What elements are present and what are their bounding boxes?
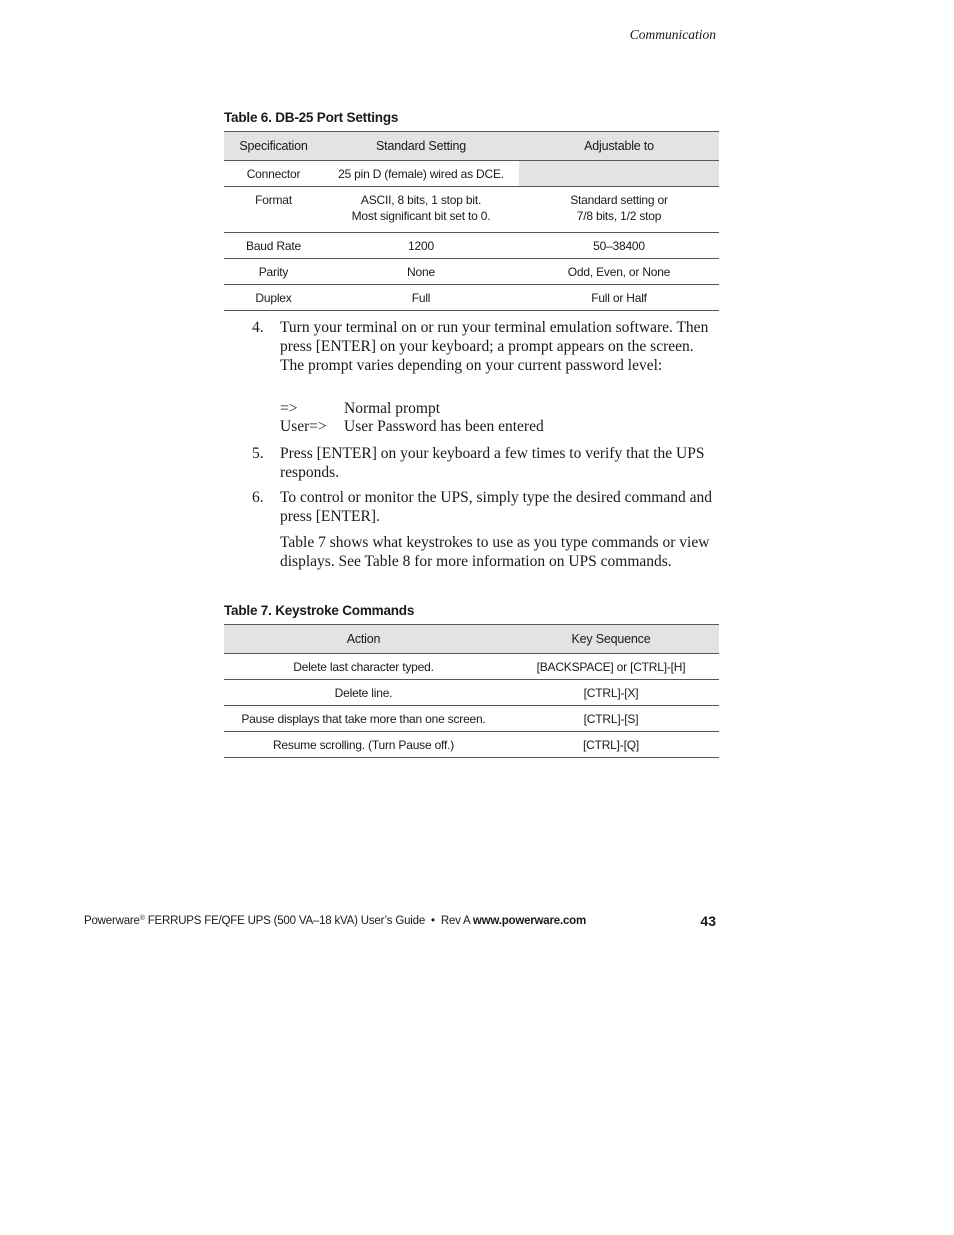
footer-url: www.powerware.com bbox=[472, 915, 587, 927]
cell-standard: 25 pin D (female) wired as DCE. bbox=[323, 161, 519, 187]
table-row bbox=[224, 706, 719, 732]
table6 bbox=[224, 131, 719, 311]
table-row bbox=[224, 259, 719, 285]
table-row bbox=[224, 233, 719, 259]
cell-line: ASCII, 8 bits, 1 stop bit. bbox=[360, 193, 482, 207]
cell-keys: [BACKSPACE] or [CTRL]-[H] bbox=[503, 654, 719, 680]
step-text: To control or monitor the UPS, simply type the desired command and press [ENTER]. bbox=[280, 489, 712, 525]
cell-adjustable bbox=[519, 187, 719, 233]
table-row bbox=[224, 161, 719, 187]
cell-action: Resume scrolling. (Turn Pause off.) bbox=[224, 732, 503, 758]
running-head: Communication bbox=[629, 27, 716, 42]
cell-spec: Parity bbox=[224, 259, 323, 285]
registered-mark: ® bbox=[139, 915, 145, 922]
footer-brand: Powerware bbox=[84, 915, 140, 927]
cell-keys: [CTRL]-[X] bbox=[503, 680, 719, 706]
table7 bbox=[224, 624, 719, 758]
prompt-code: User=> bbox=[280, 418, 327, 435]
table7-caption: Table 7. Keystroke Commands bbox=[224, 603, 415, 618]
column-header-standard-setting: Standard Setting bbox=[323, 132, 519, 161]
table-row bbox=[224, 187, 719, 233]
cell-adjustable: Full or Half bbox=[519, 285, 719, 311]
footer-title: FERRUPS FE/QFE UPS (500 VA–18 kVA) User’s Guide • Rev A bbox=[144, 915, 473, 927]
step-text: Press [ENTER] on your keyboard a few times to verify that the UPS responds. bbox=[280, 445, 705, 481]
step-text: Turn your terminal on or run your terminal emulation software. Then press [ENTER] on your keyboard; a prompt appears on the screen. The prompt varies depending on your current password level: bbox=[280, 319, 709, 374]
table7-header-row bbox=[224, 625, 719, 654]
page-footer bbox=[84, 915, 586, 927]
cell-standard: None bbox=[323, 259, 519, 285]
cell-action: Delete line. bbox=[224, 680, 503, 706]
table-row bbox=[224, 680, 719, 706]
cell-spec: Format bbox=[224, 187, 323, 233]
cell-adjustable bbox=[519, 161, 719, 187]
cell-standard: Full bbox=[323, 285, 519, 311]
table6-header-row bbox=[224, 132, 719, 161]
prompt-description: User Password has been entered bbox=[344, 418, 544, 435]
cell-spec: Baud Rate bbox=[224, 233, 323, 259]
prompt-code: => bbox=[280, 400, 298, 417]
step-number: 5. bbox=[252, 445, 264, 462]
cell-adjustable: 50–38400 bbox=[519, 233, 719, 259]
column-header-key-sequence: Key Sequence bbox=[503, 625, 719, 654]
cell-action: Pause displays that take more than one screen. bbox=[224, 706, 503, 732]
column-header-specification: Specification bbox=[224, 132, 323, 161]
cell-standard bbox=[323, 187, 519, 233]
cell-action: Delete last character typed. bbox=[224, 654, 503, 680]
cell-spec: Duplex bbox=[224, 285, 323, 311]
cell-keys: [CTRL]-[S] bbox=[503, 706, 719, 732]
table-row bbox=[224, 285, 719, 311]
column-header-action: Action bbox=[224, 625, 503, 654]
page-number: 43 bbox=[700, 913, 716, 929]
cell-line: 7/8 bits, 1/2 stop bbox=[576, 209, 662, 223]
cell-standard: 1200 bbox=[323, 233, 519, 259]
cell-line: Most significant bit set to 0. bbox=[351, 209, 491, 223]
cell-line: Standard setting or bbox=[570, 193, 668, 207]
step-number: 6. bbox=[252, 489, 264, 506]
prompt-description: Normal prompt bbox=[344, 400, 440, 417]
column-header-adjustable-to: Adjustable to bbox=[519, 132, 719, 161]
cell-adjustable: Odd, Even, or None bbox=[519, 259, 719, 285]
cell-keys: [CTRL]-[Q] bbox=[503, 732, 719, 758]
cell-spec: Connector bbox=[224, 161, 323, 187]
table-row bbox=[224, 654, 719, 680]
table6-caption: Table 6. DB-25 Port Settings bbox=[224, 110, 399, 125]
body-paragraph: Table 7 shows what keystrokes to use as you type commands or view displays. See Table 8 for more information on UPS commands. bbox=[280, 534, 710, 570]
table-row bbox=[224, 732, 719, 758]
step-number: 4. bbox=[252, 319, 264, 336]
